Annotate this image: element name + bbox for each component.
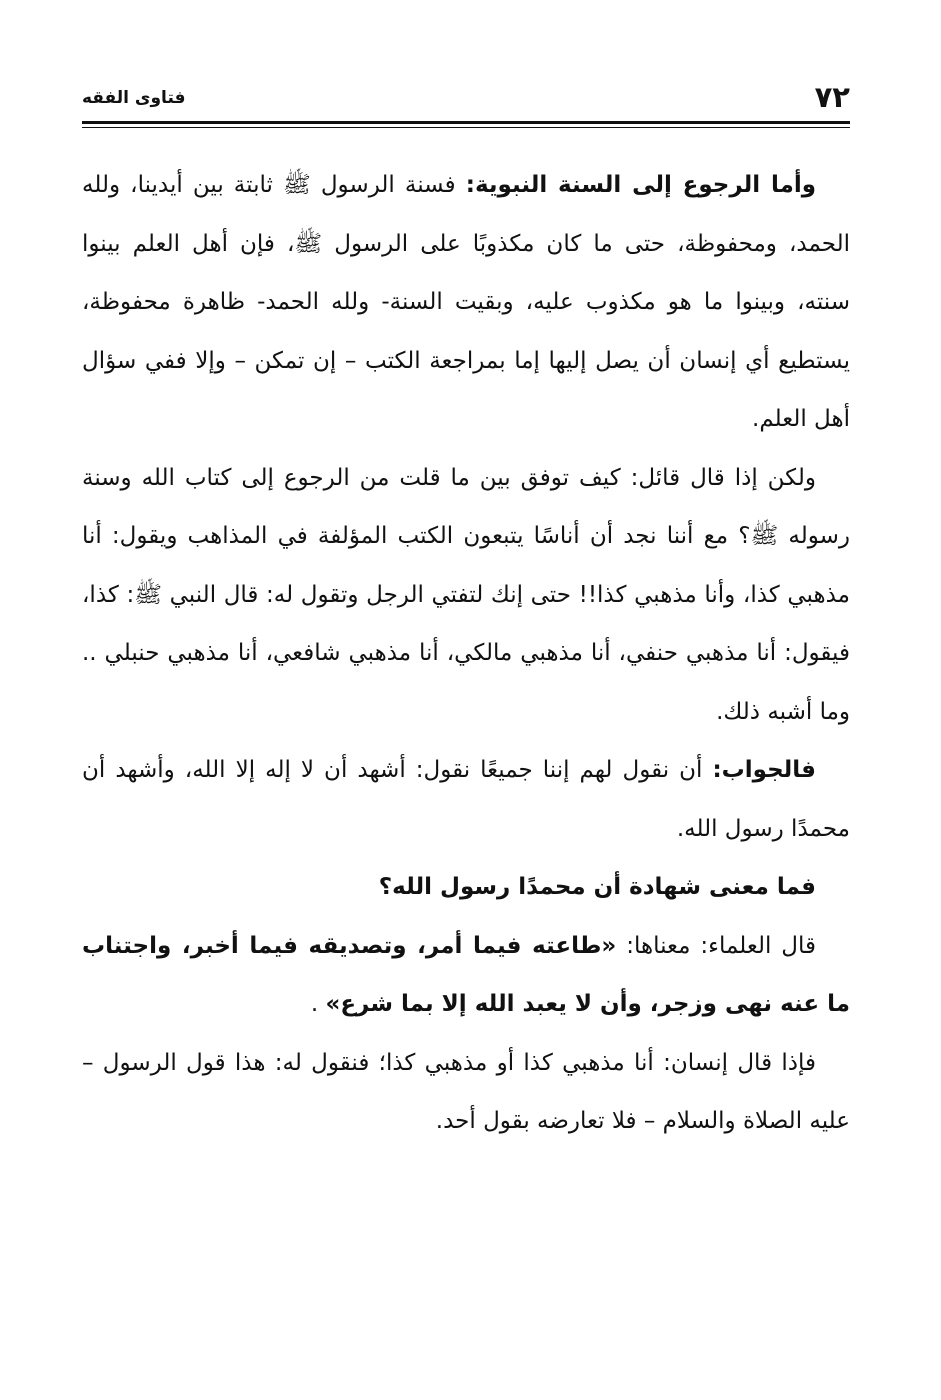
paragraph-lead: قال العلماء: معناها:: [616, 932, 817, 959]
paragraph-lead: وأما الرجوع إلى السنة النبوية:: [465, 172, 817, 198]
paragraph-end: .: [310, 991, 326, 1017]
paragraph-text: أن نقول لهم إننا جميعًا نقول: أشهد أن لا إله إلا الله، وأشهد أن محمدًا رسول الله.: [82, 757, 850, 842]
paragraph-sunnah: [82, 156, 850, 449]
paragraph-heading-question: فما معنى شهادة أن محمدًا رسول الله؟: [378, 874, 816, 900]
paragraph-text: فسنة الرسول ﷺ ثابتة بين أيدينا، ولله الحمد، ومحفوظة، حتى ما كان مكذوبًا على الرسول ﷺ، فإن أهل العلم بينوا سنته، وبينوا ما هو مكذوب عليه، وبقيت السنة- ولله الحمد- ظاهرة محفوظة، يستطيع أي إنسان أن يصل إليها إما بمراجعة الكتب – إن تمكن – وإلا ففي سؤال أهل العلم.: [82, 172, 850, 432]
paragraph-scholars: [82, 917, 850, 1034]
page-number: ٧٢: [814, 80, 850, 114]
paragraph-conclusion: فإذا قال إنسان: أنا مذهبي كذا أو مذهبي كذا؛ فنقول له: هذا قول الرسول – عليه الصلاة والسلام – فلا تعارضه بقول أحد.: [82, 1049, 850, 1134]
paragraph-answer: [82, 741, 850, 858]
header-rule-thin: [82, 127, 850, 128]
page-header: [82, 80, 850, 120]
paragraph-question: ولكن إذا قال قائل: كيف توفق بين ما قلت من الرجوع إلى كتاب الله وسنة رسوله ﷺ؟ مع أننا نجد أن أناسًا يتبعون الكتب المؤلفة في المذاهب ويقول: أنا مذهبي كذا، وأنا مذهبي كذا!! حتى إنك لتفتي الرجل وتقول له: قال النبي ﷺ: كذا، فيقول: أنا مذهبي حنفي، أنا مذهبي مالكي، أنا مذهبي شافعي، أنا مذهبي حنبلي .. وما أشبه ذلك.: [82, 464, 850, 725]
running-title: فتاوى الفقه: [82, 88, 186, 108]
paragraph-lead: فالجواب:: [712, 757, 816, 783]
body-text: [82, 156, 850, 1151]
header-rule: [82, 121, 850, 124]
scholars-quote: «طاعته فيما أمر، وتصديقه فيما أخبر، واجتناب ما عنه نهى وزجر، وأن لا يعبد الله إلا بما شرع»: [82, 932, 850, 1017]
